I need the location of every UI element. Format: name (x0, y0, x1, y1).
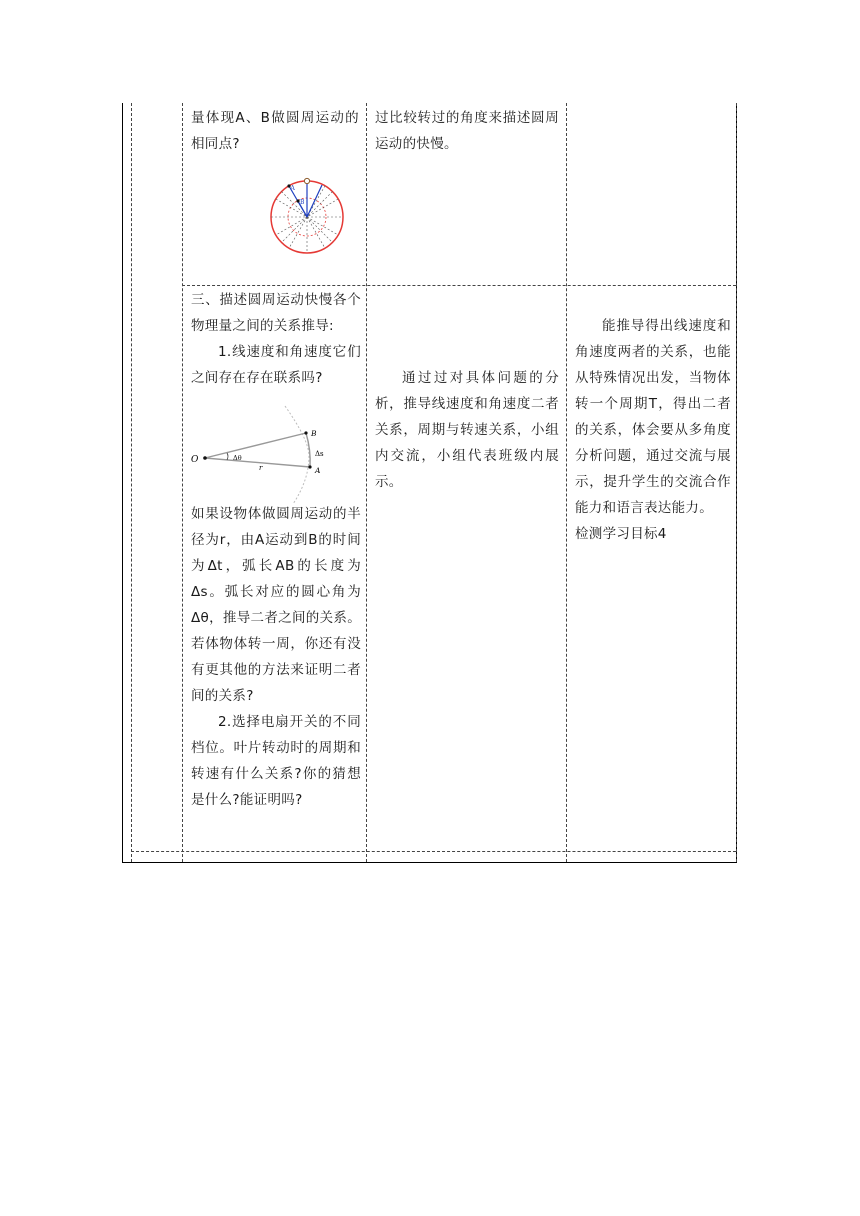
table-divider (736, 103, 737, 862)
section-heading: 三、描述圆周运动快慢各个物理量之间的关系推导: (191, 292, 361, 334)
arc-sector-figure (189, 400, 339, 508)
label-a: A (315, 466, 321, 475)
question-text: 量体现A、B做圆周运动的相同点? (191, 110, 359, 152)
question-2: 2.选择电扇开关的不同档位。叶片转动时的周期和转速有什么关系?你的猜想是什么?能证明吗? (191, 714, 361, 808)
learning-objective-check: 检测学习目标4 (575, 526, 667, 542)
row1-teacher-activity (375, 105, 559, 157)
row2-student-section (191, 287, 361, 813)
angle-mark (227, 453, 228, 460)
intent-text: 能推导得出线速度和角速度两者的关系，也能从特殊情况出发，当物体转一个周期T，得出二者的关系，体会要从多角度分析问题，通过交流与展示，提升学生的交流合作能力和语言表达能力。 (575, 318, 731, 516)
radius-ob (205, 433, 306, 458)
table-divider (366, 103, 367, 862)
question-1: 1.线速度和角速度它们之间存在存在联系吗? (191, 344, 361, 386)
label-delta-s: Δs (315, 450, 324, 458)
radius-line-c (307, 185, 322, 217)
point-b (304, 431, 307, 434)
label-b: B (300, 199, 305, 206)
arc-dashed (285, 406, 309, 504)
activity-text: 通过过对具体问题的分析，推导线速度和角速度二者关系，周期与转速关系，小组内交流，小组代表班级内展示。 (375, 370, 559, 490)
label-b: B (311, 429, 317, 438)
activity-text: 过比较转过的角度来描述圆周运动的快慢。 (375, 110, 559, 152)
label-o: O (191, 455, 199, 465)
table-divider (182, 103, 183, 862)
lesson-table (122, 103, 737, 863)
row1-student-question (191, 105, 359, 157)
table-divider (566, 103, 567, 862)
top-point (304, 178, 309, 183)
row-divider (131, 851, 736, 852)
derivation-paragraph: 如果设物体做圆周运动的半径为r，由A运动到B的时间为Δt，弧长AB的长度为Δs。弧长对应的圆心角为Δθ，推导二者之间的关系。若体物体转一周，你还有没有更其他的方法来证明二者间的关系? (191, 506, 361, 704)
table-divider (131, 103, 132, 862)
circular-motion-figure (267, 171, 347, 255)
point-a (308, 465, 311, 468)
row-divider (182, 285, 736, 286)
point-o (203, 456, 207, 460)
row2-teacher-activity (375, 365, 559, 495)
label-delta-theta: Δθ (233, 454, 242, 462)
radius-oa (205, 458, 310, 467)
row2-design-intent (575, 313, 731, 547)
label-a: A (290, 185, 295, 192)
label-r: r (259, 464, 263, 472)
